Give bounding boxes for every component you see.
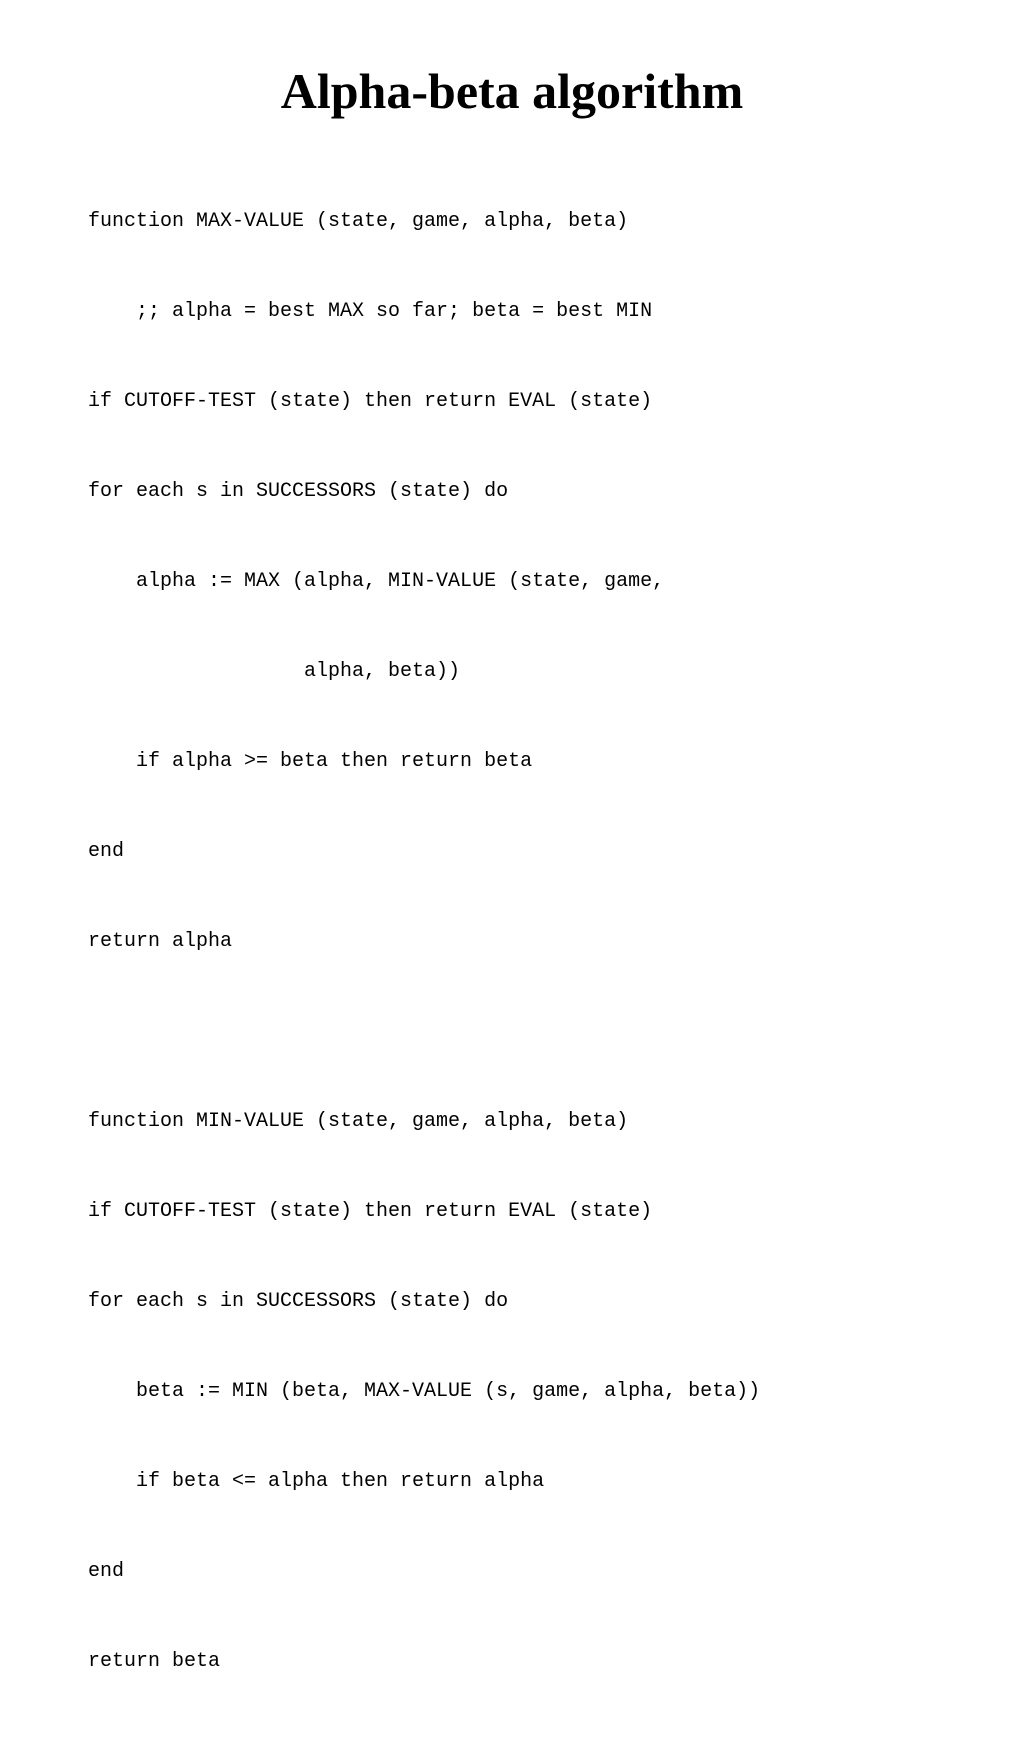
code-line: end bbox=[88, 1560, 125, 1583]
blank-line bbox=[88, 1017, 988, 1047]
code-line: function MIN-VALUE (state, game, alpha, beta) bbox=[88, 1110, 629, 1133]
code-line: alpha := MAX (alpha, MIN-VALUE (state, game, bbox=[88, 570, 665, 593]
code-line: alpha, beta)) bbox=[88, 660, 461, 683]
code-line: if CUTOFF-TEST (state) then return EVAL (state) bbox=[88, 390, 653, 413]
pseudocode-block bbox=[88, 147, 988, 1737]
code-line: if beta <= alpha then return alpha bbox=[88, 1470, 545, 1493]
code-line: function MAX-VALUE (state, game, alpha, beta) bbox=[88, 210, 629, 233]
code-line: return beta bbox=[88, 1650, 221, 1673]
code-line: for each s in SUCCESSORS (state) do bbox=[88, 1290, 509, 1313]
code-line: beta := MIN (beta, MAX-VALUE (s, game, alpha, beta)) bbox=[88, 1380, 761, 1403]
code-line: end bbox=[88, 840, 125, 863]
code-line: return alpha bbox=[88, 930, 233, 953]
code-line: for each s in SUCCESSORS (state) do bbox=[88, 480, 509, 503]
slide-title: Alpha-beta algorithm bbox=[280, 63, 744, 119]
code-line: ;; alpha = best MAX so far; beta = best MIN bbox=[88, 300, 653, 323]
code-line: if CUTOFF-TEST (state) then return EVAL (state) bbox=[88, 1200, 653, 1223]
code-line: if alpha >= beta then return beta bbox=[88, 750, 533, 773]
